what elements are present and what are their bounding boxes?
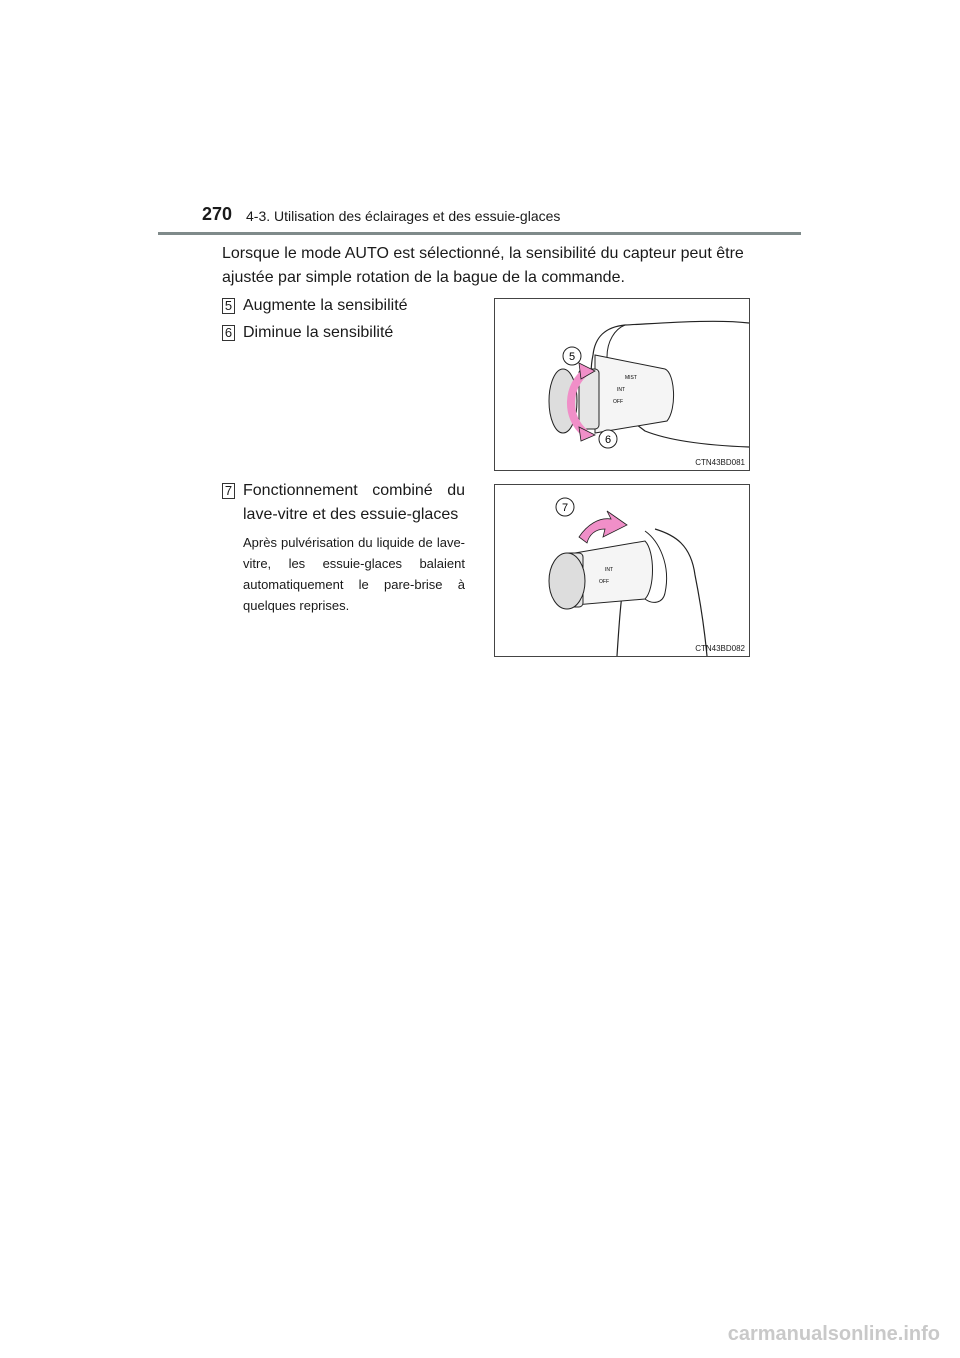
svg-text:5: 5 <box>568 351 576 363</box>
item-number-badge: 6 <box>222 325 235 341</box>
item-number-badge: 7 <box>222 483 235 499</box>
item-label: Augmente la sensibilité <box>243 297 408 314</box>
switch-label: OFF <box>599 579 609 585</box>
switch-body <box>575 541 653 605</box>
item-7 <box>222 479 482 527</box>
figure-code: CTN43BD082 <box>695 644 745 653</box>
watermark: carmanualsonline.info <box>727 1323 940 1345</box>
page-number: 270 <box>202 204 233 224</box>
washer-illustration <box>495 485 749 656</box>
switch-body <box>595 355 674 433</box>
item-label: Diminue la sensibilité <box>243 324 394 341</box>
section-title: 4-3. Utilisation des éclairages et des essuie-glaces <box>246 208 561 224</box>
item-6 <box>222 321 482 345</box>
svg-text:6: 6 <box>604 434 612 446</box>
item-label-line-2: lave-vitre et des essuie-glaces <box>243 506 459 523</box>
pull-arrow <box>579 511 627 543</box>
switch-label: INT <box>617 387 626 393</box>
item-5 <box>222 294 482 318</box>
figure-code: CTN43BD081 <box>695 458 745 467</box>
item-number-badge: 5 <box>222 298 235 314</box>
switch-label: OFF <box>613 399 623 405</box>
switch-label: INT <box>605 567 614 573</box>
header-rule <box>158 232 801 235</box>
svg-text:7: 7 <box>561 502 569 514</box>
intro-paragraph: Lorsque le mode AUTO est sélectionné, la sensibilité du capteur peut être ajustée par simple rotation de la bague de la commande. <box>222 245 744 286</box>
figure-sensitivity <box>494 298 750 471</box>
finger-drawing <box>607 325 625 357</box>
item-label-line-1: Fonctionnement combiné du <box>243 482 465 499</box>
switch-label: MIST <box>625 375 637 381</box>
figure-washer <box>494 484 750 657</box>
item-description: Après pulvérisation du liquide de lave-vitre, les essuie-glaces balaient automatiquement le pare-brise à quelques reprises. <box>243 535 465 613</box>
sensitivity-illustration <box>495 299 749 470</box>
switch-knob <box>549 553 585 609</box>
